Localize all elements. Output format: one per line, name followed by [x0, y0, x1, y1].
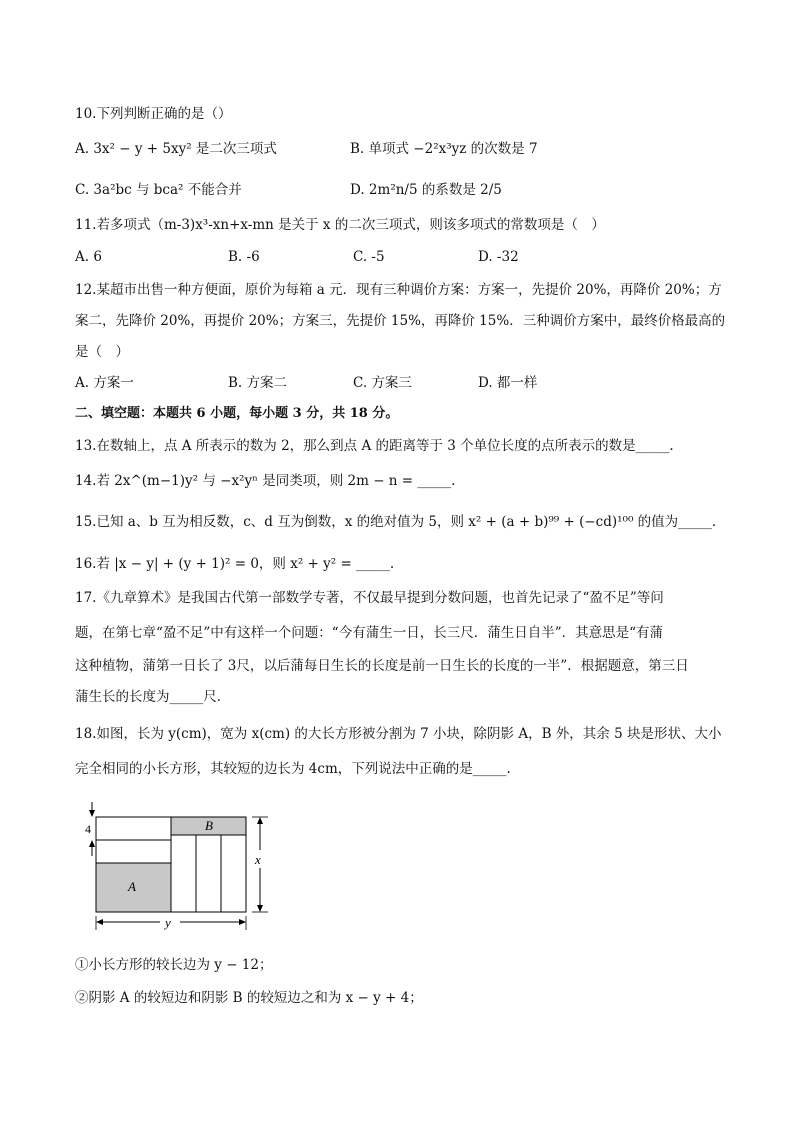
rectangle-partition-figure	[78, 796, 278, 936]
q18-line2: 完全相同的小长方形，其较短的边长为 4cm，下列说法中正确的是_____.	[75, 761, 511, 777]
q12-line2: 案二，先降价 20%，再提价 20%；方案三，先提价 15%，再降价 15%．三种调价方案中，最终价格最高的	[75, 313, 726, 329]
q12-option-b: B. 方案二	[228, 375, 288, 391]
q17-line3: 这种植物，蒲第一日长了 3尺，以后蒲每日生长的长度是前一日生长的长度的一半”．根据题意，第三日	[75, 658, 689, 674]
q14-text: 14.若 2x^(m−1)y² 与 −x²yⁿ 是同类项，则 2m − n = _____.	[75, 473, 456, 489]
q17-line4: 蒲生长的长度为_____尺．	[75, 689, 231, 705]
label-x: x	[255, 852, 261, 867]
q16-text: 16.若 |x − y| + (y + 1)² = 0，则 x² + y² = _____.	[75, 556, 395, 572]
q12-line1: 12.某超市出售一种方便面，原价为每箱 a 元．现有三种调价方案：方案一，先提价 20%，再降价 20%；方	[75, 282, 722, 298]
q13-text: 13.在数轴上，点 A 所表示的数为 2，那么到点 A 的距离等于 3 个单位长度的点所表示的数是_____.	[75, 438, 674, 454]
q15-text: 15.已知 a、b 互为相反数，c、d 互为倒数，x 的绝对值为 5，则 x² + (a + b)⁹⁹ + (−cd)¹⁰⁰ 的值为_____.	[75, 514, 717, 530]
q10-option-d: D. 2m²n/5 的系数是 2/5	[350, 182, 502, 198]
label-4: 4	[85, 822, 91, 836]
q10-option-c: C. 3a²bc 与 bca² 不能合并	[75, 182, 242, 198]
q11-option-a: A. 6	[75, 249, 102, 265]
q11-option-b: B. -6	[228, 249, 260, 265]
q18-statement-2: ②阴影 A 的较短边和阴影 B 的较短边之和为 x − y + 4；	[75, 990, 423, 1006]
q11-option-d: D. -32	[478, 249, 519, 265]
label-b: B	[205, 818, 213, 833]
section-heading: 二、填空题：本题共 6 小题，每小题 3 分，共 18 分。	[75, 406, 399, 421]
q12-line3: 是（ ）	[75, 344, 129, 360]
q17-line2: 题，在第七章“盈不足”中有这样一个问题：“今有蒲生一日，长三尺．蒲生日自半”．其意思是“有蒲	[75, 625, 664, 641]
q18-line1: 18.如图，长为 y(cm)，宽为 x(cm) 的大长方形被分割为 7 小块，除阴影 A，B 外，其余 5 块是形状、大小	[75, 726, 722, 742]
q12-option-a: A. 方案一	[75, 375, 134, 391]
label-a: A	[128, 879, 136, 894]
q10-stem: 10.下列判断正确的是（）	[75, 106, 232, 122]
q10-option-b: B. 单项式 −2²x³yz 的次数是 7	[350, 141, 538, 157]
q12-option-c: C. 方案三	[353, 375, 412, 391]
q17-line1: 17.《九章算术》是我国古代第一部数学专著，不仅最早提到分数问题，也首先记录了“盈不足”等问	[75, 590, 664, 606]
q11-option-c: C. -5	[353, 249, 385, 265]
label-y: y	[165, 915, 171, 930]
q18-statement-1: ①小长方形的较长边为 y − 12；	[75, 957, 273, 973]
q11-stem: 11.若多项式（m-3)x³-xn+x-mn 是关于 x 的二次三项式，则该多项式的常数项是（ ）	[75, 217, 605, 233]
q10-option-a: A. 3x² − y + 5xy² 是二次三项式	[75, 141, 277, 157]
q12-option-d: D. 都一样	[478, 375, 538, 391]
